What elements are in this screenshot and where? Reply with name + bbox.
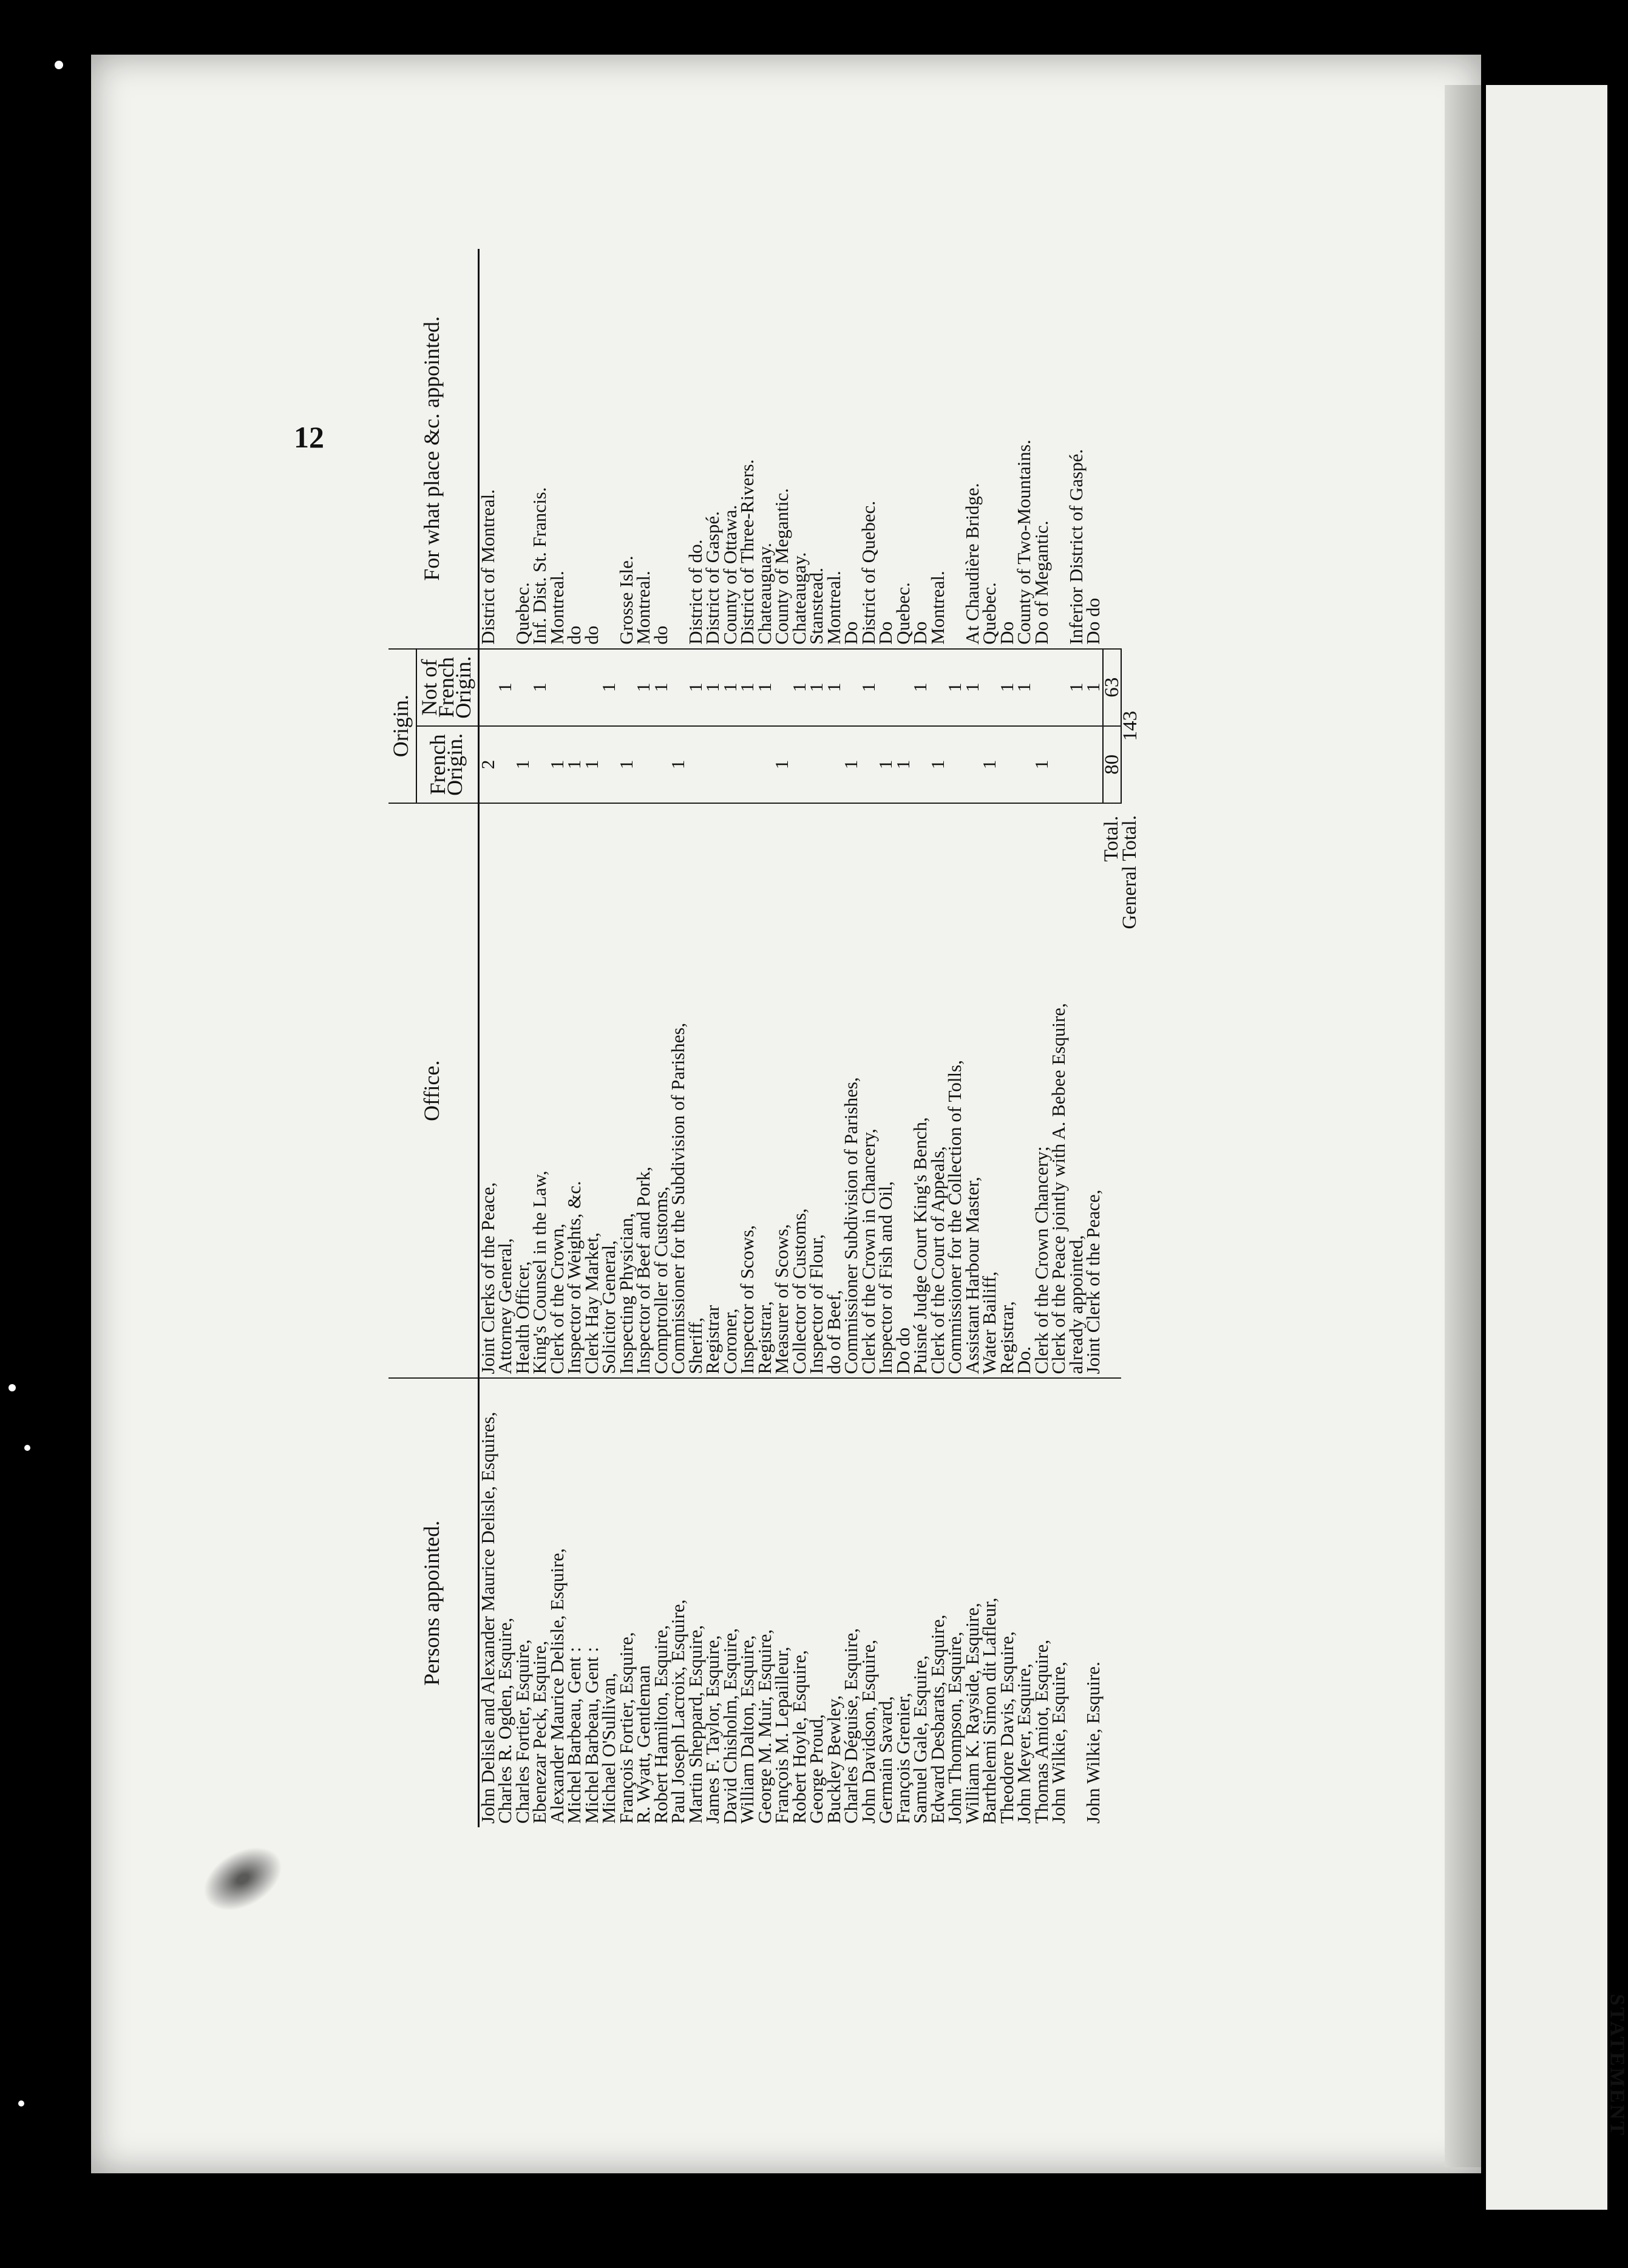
french-count-cell xyxy=(722,726,739,803)
adjacent-page-heading: STATEMENT xyxy=(1606,1994,1628,2137)
place-cell: Chateauguay. xyxy=(753,543,775,645)
office-cell: Inspector of Scows, xyxy=(739,803,756,1379)
office-cell: Coroner, xyxy=(722,803,739,1379)
table-row xyxy=(1068,249,1085,1827)
french-count-cell xyxy=(1068,726,1085,803)
french-count-cell: 1 xyxy=(843,726,860,803)
office-cell: Commissioner for the Collection of Tolls, xyxy=(946,803,964,1379)
office-cell: Do. xyxy=(1016,803,1033,1379)
place-cell: Chateaugay. xyxy=(788,552,810,645)
not-french-count-cell: 1 xyxy=(826,649,843,726)
header-place: For what place &c. appointed. xyxy=(388,249,478,649)
office-cell: Attorney General, xyxy=(497,803,514,1379)
table-row xyxy=(514,249,532,1827)
person-cell: Michael O'Sullivan, xyxy=(600,1378,618,1827)
person-cell: Thomas Amiot, Esquire, xyxy=(1033,1378,1051,1827)
person-cell: Robert Hamilton, Esquire, xyxy=(653,1378,670,1827)
header-persons: Persons appointed. xyxy=(388,1378,478,1827)
table-row xyxy=(860,249,878,1827)
french-count-cell: 1 xyxy=(618,726,636,803)
french-count-cell: 1 xyxy=(773,726,791,803)
table-row xyxy=(843,249,860,1827)
office-cell: Commissioner Subdivision of Parishes, xyxy=(843,803,860,1379)
place-cell: County of Two-Mountains. xyxy=(1013,440,1034,645)
office-cell: already appointed, xyxy=(1068,803,1085,1379)
french-count-cell xyxy=(1085,726,1103,803)
person-cell: Theodore Davis, Esquire, xyxy=(999,1378,1016,1827)
not-french-count-cell: 1 xyxy=(531,649,549,726)
not-french-count-cell: 1 xyxy=(946,649,964,726)
place-cell: Inf. Dist. St. Francis. xyxy=(529,487,550,645)
rotated-table-region xyxy=(294,249,1305,1827)
speck xyxy=(24,1445,30,1451)
office-cell: do of Beef, xyxy=(826,803,843,1379)
not-french-count-cell xyxy=(1033,649,1051,726)
person-cell: Charles R. Ogden, Esquire, xyxy=(497,1378,514,1827)
adjacent-page xyxy=(1486,85,1628,2210)
person-cell: George Proud, xyxy=(808,1378,826,1827)
table-row xyxy=(877,249,895,1827)
not-french-count-cell: 1 xyxy=(999,649,1016,726)
place-cell: do xyxy=(580,625,602,645)
place-cell: do xyxy=(650,625,671,645)
table-row xyxy=(1016,249,1033,1827)
header-origin: Origin. xyxy=(388,649,416,803)
place-cell: Do xyxy=(909,621,931,645)
person-cell: Alexander Maurice Delisle, Esquire, xyxy=(549,1378,566,1827)
person-cell: Michel Barbeau, Gent : xyxy=(583,1378,601,1827)
french-count-cell xyxy=(808,726,826,803)
table-row xyxy=(964,249,982,1827)
place-cell: District of Three-Rivers. xyxy=(736,459,758,645)
person-cell: William K. Rayside, Esquire, xyxy=(964,1378,982,1827)
person-cell: Paul Joseph Lacroix, Esquire, xyxy=(670,1378,687,1827)
not-french-count-cell: 1 xyxy=(722,649,739,726)
not-french-count-cell: 1 xyxy=(687,649,705,726)
table-row xyxy=(687,249,705,1827)
office-cell: Clerk of the Court of Appeals, xyxy=(929,803,947,1379)
place-cell: Quebec. xyxy=(511,582,533,645)
office-cell: Health Officer, xyxy=(514,803,532,1379)
place-cell: District of Montreal. xyxy=(477,489,498,645)
office-cell: Joint Clerk of the Peace, xyxy=(1085,803,1103,1379)
office-cell: Do do xyxy=(895,803,912,1379)
place-cell: Stanstead. xyxy=(806,568,827,645)
office-cell: Clerk of the Crown in Chancery, xyxy=(860,803,878,1379)
office-cell: Water Bailiff, xyxy=(981,803,999,1379)
french-count-cell xyxy=(791,726,809,803)
not-french-count-cell: 1 xyxy=(756,649,774,726)
french-count-cell: 1 xyxy=(1033,726,1051,803)
person-cell: Edward Desbarats, Esquire, xyxy=(929,1378,947,1827)
office-cell: Inspector of Fish and Oil, xyxy=(877,803,895,1379)
person-cell: Martin Sheppard, Esquire, xyxy=(687,1378,705,1827)
person-cell: John Davidson, Esquire, xyxy=(860,1378,878,1827)
person-cell: David Chisholm, Esquire, xyxy=(722,1378,739,1827)
office-cell: Clerk of the Crown Chancery; xyxy=(1033,803,1051,1379)
not-french-count-cell: 1 xyxy=(635,649,653,726)
not-french-count-cell: 1 xyxy=(739,649,756,726)
place-cell: Quebec. xyxy=(892,582,914,645)
table-row xyxy=(497,249,514,1827)
table-row xyxy=(583,249,601,1827)
table-row xyxy=(478,249,497,1827)
french-count-cell xyxy=(687,726,705,803)
place-cell: Do xyxy=(840,621,861,645)
page-number: 12 xyxy=(294,420,324,454)
french-count-cell xyxy=(739,726,756,803)
office-cell: Clerk of the Crown, xyxy=(549,803,566,1379)
place-cell: Do xyxy=(995,621,1017,645)
appointments-table xyxy=(388,249,1139,1827)
person-cell: François M. Lepailleur, xyxy=(773,1378,791,1827)
not-french-count-cell: 1 xyxy=(860,649,878,726)
office-cell: Inspector of Weights, &c. xyxy=(566,803,583,1379)
not-french-count-cell: 1 xyxy=(1068,649,1085,726)
general-total-value: 143 xyxy=(1121,649,1139,803)
table-row xyxy=(981,249,999,1827)
office-cell: Sheriff, xyxy=(687,803,705,1379)
person-cell: Charles Déguise, Esquire, xyxy=(843,1378,860,1827)
table-row xyxy=(912,249,929,1827)
office-cell: Registrar, xyxy=(999,803,1016,1379)
french-count-cell: 1 xyxy=(549,726,566,803)
header-not-french-origin: Not of French Origin. xyxy=(416,649,479,726)
not-french-count-cell: 1 xyxy=(704,649,722,726)
place-cell: District of Gaspé. xyxy=(702,511,723,645)
speck xyxy=(55,61,63,69)
not-french-count-cell: 1 xyxy=(497,649,514,726)
place-cell: Do xyxy=(875,621,896,645)
person-cell: François Fortier, Esquire, xyxy=(618,1378,636,1827)
place-cell: Do do xyxy=(1082,598,1104,645)
not-french-count-cell xyxy=(566,649,583,726)
person-cell: George M. Muir, Esquire, xyxy=(756,1378,774,1827)
office-cell: Inspector of Beef and Pork, xyxy=(635,803,653,1379)
speck xyxy=(18,2100,24,2107)
french-count-cell: 2 xyxy=(478,726,497,803)
table-row xyxy=(808,249,826,1827)
table-row xyxy=(739,249,756,1827)
french-count-cell: 1 xyxy=(929,726,947,803)
not-french-count-cell: 1 xyxy=(912,649,929,726)
place-cell: Grosse Isle. xyxy=(615,555,637,645)
office-cell: King's Counsel in the Law, xyxy=(531,803,549,1379)
table-row xyxy=(549,249,566,1827)
table-row xyxy=(1085,249,1103,1827)
french-count-cell xyxy=(946,726,964,803)
person-cell: Buckley Bewley, xyxy=(826,1378,843,1827)
french-count-cell: 1 xyxy=(877,726,895,803)
french-count-cell xyxy=(999,726,1016,803)
table-row xyxy=(618,249,636,1827)
not-french-count-cell: 1 xyxy=(964,649,982,726)
person-cell: John Delisle and Alexander Maurice Delisle, Esquires, xyxy=(478,1378,497,1827)
table-row xyxy=(756,249,774,1827)
place-cell: Do of Megantic. xyxy=(1030,520,1052,645)
table-row xyxy=(600,249,618,1827)
table-row xyxy=(773,249,791,1827)
french-count-cell: 1 xyxy=(583,726,601,803)
person-cell: Michel Barbeau, Gent : xyxy=(566,1378,583,1827)
place-cell: District of Quebec. xyxy=(857,500,879,645)
person-cell: Germain Savard, xyxy=(877,1378,895,1827)
person-cell: R. Wyatt, Gentleman xyxy=(635,1378,653,1827)
not-french-count-cell: 1 xyxy=(600,649,618,726)
place-cell: Montreal. xyxy=(822,571,844,645)
not-french-count-cell: 1 xyxy=(653,649,670,726)
french-count-cell xyxy=(704,726,722,803)
person-cell: John Wilkie, Esquire, xyxy=(1050,1378,1068,1827)
place-cell: Montreal. xyxy=(633,571,654,645)
table-row xyxy=(826,249,843,1827)
place-cell: County of Megantic. xyxy=(771,488,792,645)
place-cell: Montreal. xyxy=(926,571,948,645)
person-cell: John Wilkie, Esquire. xyxy=(1085,1378,1103,1827)
person-cell: Ebenezar Peck, Esquire, xyxy=(531,1378,549,1827)
office-cell: Puisné Judge Court King's Bench, xyxy=(912,803,929,1379)
total-not-french: 63 xyxy=(1103,649,1122,726)
office-cell: Inspecting Physician, xyxy=(618,803,636,1379)
person-cell: John Meyer, Esquire, xyxy=(1016,1378,1033,1827)
not-french-count-cell xyxy=(877,649,895,726)
office-cell: Registrar, xyxy=(756,803,774,1379)
not-french-count-cell: 1 xyxy=(1085,649,1103,726)
not-french-count-cell xyxy=(549,649,566,726)
office-cell: Assistant Harbour Master, xyxy=(964,803,982,1379)
office-cell: Measurer of Scows, xyxy=(773,803,791,1379)
total-french: 80 xyxy=(1103,726,1122,803)
person-cell: William Dalton, Esquire, xyxy=(739,1378,756,1827)
place-cell: District of do. xyxy=(684,539,706,645)
table-row xyxy=(704,249,722,1827)
table-row xyxy=(929,249,947,1827)
header-french-origin: French Origin. xyxy=(416,726,479,803)
speck xyxy=(8,1384,16,1391)
person-cell: Robert Hoyle, Esquire, xyxy=(791,1378,809,1827)
not-french-count-cell: 1 xyxy=(808,649,826,726)
place-cell: Montreal. xyxy=(546,571,568,645)
french-count-cell: 1 xyxy=(981,726,999,803)
not-french-count-cell: 1 xyxy=(791,649,809,726)
french-count-cell xyxy=(635,726,653,803)
general-total-label: General Total. xyxy=(1119,815,1141,929)
table-row xyxy=(895,249,912,1827)
not-french-count-cell: 1 xyxy=(1016,649,1033,726)
place-cell: At Chaudière Bridge. xyxy=(961,483,983,645)
table-row xyxy=(791,249,809,1827)
person-cell: Barthelemi Simon dit Lafleur, xyxy=(981,1378,999,1827)
place-cell: Inferior District of Gaspé. xyxy=(1065,449,1087,645)
total-label: Total. xyxy=(1103,803,1122,1379)
table-row xyxy=(566,249,583,1827)
place-cell: do xyxy=(563,625,585,645)
person-cell: Samuel Gale, Esquire, xyxy=(912,1378,929,1827)
person-cell: Charles Fortier, Esquire, xyxy=(514,1378,532,1827)
office-cell: Solicitor General, xyxy=(600,803,618,1379)
place-cell: County of Ottawa. xyxy=(719,504,741,645)
office-cell: Clerk Hay Market, xyxy=(583,803,601,1379)
page-edge-shadow xyxy=(1445,85,1481,2167)
office-cell: Comptroller of Customs, xyxy=(653,803,670,1379)
office-cell: Inspector of Flour, xyxy=(808,803,826,1379)
office-cell: Commissioner for the Subdivision of Parishes, xyxy=(670,803,687,1379)
person-cell: James F. Taylor, Esquire, xyxy=(704,1378,722,1827)
table-row xyxy=(670,249,687,1827)
office-cell: Clerk of the Peace jointly with A. Bebee Esquire, xyxy=(1050,803,1068,1379)
french-count-cell: 1 xyxy=(670,726,687,803)
french-count-cell xyxy=(1050,726,1068,803)
header-office: Office. xyxy=(388,803,478,1379)
office-cell: Collector of Customs, xyxy=(791,803,809,1379)
office-cell: Registrar xyxy=(704,803,722,1379)
person-cell: François Grenier, xyxy=(895,1378,912,1827)
french-count-cell: 1 xyxy=(514,726,532,803)
french-count-cell: 1 xyxy=(566,726,583,803)
place-cell: Quebec. xyxy=(978,582,1000,645)
french-count-cell: 1 xyxy=(895,726,912,803)
person-cell: John Thompson, Esquire, xyxy=(946,1378,964,1827)
office-cell: Joint Clerks of the Peace, xyxy=(478,803,497,1379)
table-row xyxy=(635,249,653,1827)
